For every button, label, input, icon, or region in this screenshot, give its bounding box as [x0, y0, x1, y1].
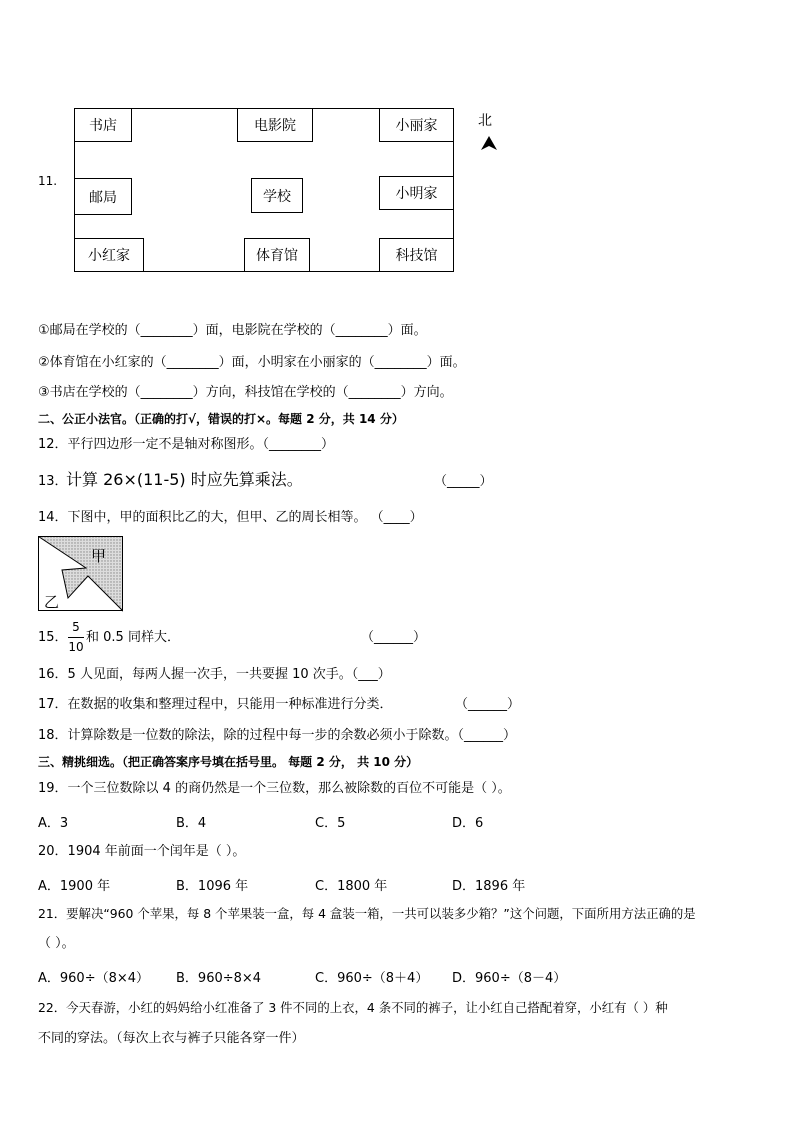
north-arrow-icon [479, 134, 499, 152]
q11-sub1: ①邮局在学校的（________）面，电影院在学校的（________）面。 [38, 323, 427, 338]
q19-option-a: A．3 [38, 816, 69, 831]
question-13-number: 13． [38, 474, 68, 489]
question-18: 18．计算除数是一位数的除法，除的过程中每一步的余数必须小于除数。（______） [38, 728, 517, 743]
q11-sub2: ②体育馆在小红家的（________）面，小明家在小丽家的（________）面。 [38, 355, 466, 370]
place-xiaoli-home: 小丽家 [379, 108, 454, 142]
question-22-line2: 不同的穿法。（每次上衣与裤子只能各穿一件） [38, 1031, 305, 1046]
q19-option-c: C．5 [315, 816, 346, 831]
q21-option-b: B．960÷8×4 [176, 971, 262, 986]
fraction-denominator: 10 [68, 640, 84, 654]
question-11-number: 11. [38, 174, 58, 188]
q21-option-a: A．960÷（8×4） [38, 971, 150, 986]
q19-option-d: D．6 [452, 816, 484, 831]
q20-option-c: C．1800 年 [315, 879, 388, 894]
question-20: 20．1904 年前面一个闰年是（ ）。 [38, 844, 246, 859]
question-21-line1: 21．要解决“960 个苹果，每 8 个苹果装一盒，每 4 盒装一箱，一共可以装多少箱？”这个问题，下面所用方法正确的是 [38, 906, 696, 921]
question-15-blank: （______） [361, 630, 427, 645]
question-14: 14．下图中，甲的面积比乙的大，但甲、乙的周长相等。 （____） [38, 510, 423, 525]
place-cinema: 电影院 [237, 108, 313, 142]
question-17-blank: （______） [455, 697, 521, 712]
place-bookstore: 书店 [74, 108, 132, 142]
q19-option-b: B．4 [176, 816, 207, 831]
question-17: 17．在数据的收集和整理过程中，只能用一种标准进行分类． [38, 697, 393, 712]
fraction-bar [68, 637, 84, 638]
question-15-number: 15． [38, 630, 68, 645]
q20-option-a: A．1900 年 [38, 879, 111, 894]
section-3-title: 三、精挑细选。（把正确答案序号填在括号里。 每题 2 分， 共 10 分） [38, 755, 419, 769]
question-12: 12．平行四边形一定不是轴对称图形。（________） [38, 437, 335, 452]
q20-option-d: D．1896 年 [452, 879, 526, 894]
north-label: 北 [478, 113, 492, 129]
q11-sub3: ③书店在学校的（________）方向，科技馆在学校的（________）方向。 [38, 385, 453, 400]
q21-option-c: C．960÷（8＋4） [315, 971, 429, 986]
place-science-museum: 科技馆 [379, 238, 454, 272]
place-xiaohong-home: 小红家 [74, 238, 144, 272]
label-jia: 甲 [91, 547, 107, 565]
question-22-line1: 22．今天春游，小红的妈妈给小红准备了 3 件不同的上衣，4 条不同的裤子，让小红自己搭配着穿，小红有（ ）种 [38, 1000, 668, 1015]
question-13-text: 计算 26×(11-5) 时应先算乘法。 [66, 470, 303, 489]
fraction-numerator: 5 [72, 620, 80, 634]
place-school: 学校 [251, 178, 303, 213]
label-yi: 乙 [44, 593, 60, 611]
question-21-line2: （ ）。 [38, 936, 75, 951]
question-19: 19．一个三位数除以 4 的商仍然是一个三位数，那么被除数的百位不可能是（ ）。 [38, 781, 511, 796]
place-xiaoming-home: 小明家 [379, 176, 454, 210]
place-post-office: 邮局 [74, 178, 132, 215]
question-15-text: 和 0.5 同样大． [86, 630, 180, 645]
question-16: 16．5 人见面，每两人握一次手，一共要握 10 次手。（___） [38, 667, 391, 682]
question-13-blank: （_____） [434, 474, 493, 489]
q21-option-d: D．960÷（8－4） [452, 971, 567, 986]
place-gym: 体育馆 [244, 238, 310, 272]
q20-option-b: B．1096 年 [176, 879, 249, 894]
section-2-title: 二、公正小法官。（正确的打√，错误的打×。每题 2 分，共 14 分） [38, 412, 404, 426]
